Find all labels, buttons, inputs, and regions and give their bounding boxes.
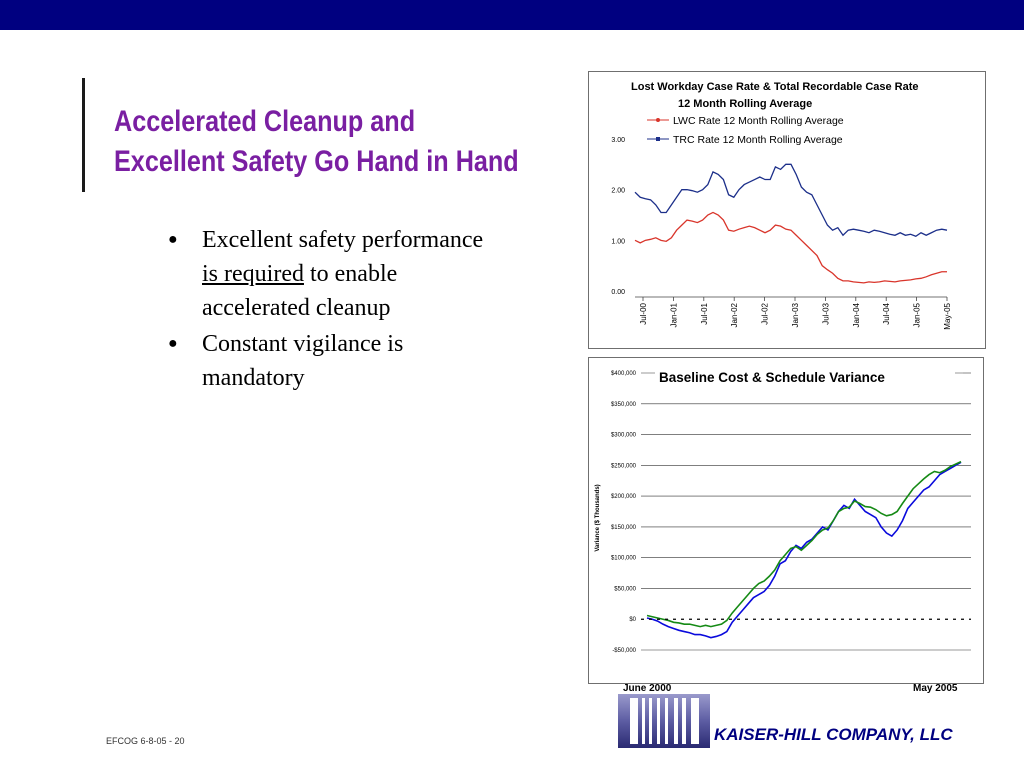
chart2-y-tick-label: $50,000 — [614, 586, 636, 593]
variance-end-label: May 2005 — [913, 683, 958, 694]
bullet-item-1 — [168, 223, 498, 325]
kaiser-hill-logo — [618, 694, 710, 748]
lwc-rate-line — [635, 212, 947, 282]
chart2-y-tick-label: $150,000 — [610, 524, 636, 531]
chart1-x-tick-label: Jan-01 — [669, 303, 679, 328]
chart1-title: Lost Workday Case Rate & Total Recordable Case Rate — [631, 81, 919, 93]
slide-title — [114, 102, 519, 182]
chart2-y-axis-label: Variance ($ Thousands) — [595, 484, 601, 552]
chart1-y-tick-label: 1.00 — [611, 238, 625, 246]
slide-footer-code: EFCOG 6-8-05 - 20 — [106, 736, 185, 746]
chart2-y-tick-label: $350,000 — [610, 401, 636, 408]
legend-label-lwc: LWC Rate 12 Month Rolling Average — [673, 115, 844, 127]
chart1-x-tick-label: Jan-05 — [912, 303, 922, 328]
chart1-y-tick-label: 0.00 — [611, 289, 625, 296]
chart1-y-tick-label: 3.00 — [611, 137, 625, 144]
chart2-y-tick-label: $250,000 — [610, 463, 636, 470]
chart1-x-tick-label: Jul-03 — [821, 303, 831, 325]
chart2-y-tick-label: $100,000 — [610, 555, 636, 562]
safety-rate-chart — [588, 71, 986, 349]
chart2-y-tick-label: $200,000 — [610, 494, 636, 501]
chart2-title: Baseline Cost & Schedule Variance — [659, 370, 885, 385]
bullet-marker: ● — [168, 335, 178, 352]
variance-line-green — [647, 462, 961, 627]
chart1-x-tick-label: Jul-02 — [760, 303, 770, 325]
chart1-subtitle: 12 Month Rolling Average — [678, 98, 813, 110]
bullet-item-2 — [168, 327, 498, 395]
bullet-marker: ● — [168, 231, 178, 248]
top-banner-bar — [0, 0, 1024, 30]
chart1-x-tick-label: Jan-03 — [791, 303, 800, 328]
variance-chart-svg — [589, 358, 983, 683]
title-accent-rule — [82, 78, 85, 192]
chart1-x-tick-label: Jan-02 — [730, 303, 740, 328]
variance-chart — [588, 357, 984, 684]
bullet-1-text-start: Excellent safety performance — [202, 227, 484, 253]
bullet-1-emphasis: is required — [202, 261, 304, 287]
bullet-2-text: Constant vigilance is mandatory — [202, 331, 404, 391]
slide-title-line-1: Accelerated Cleanup and — [114, 105, 416, 138]
chart2-y-tick-label: $300,000 — [610, 432, 636, 439]
chart2-y-tick-label: -$50,000 — [612, 648, 636, 654]
chart1-x-tick-label: Jul-04 — [882, 303, 892, 325]
bullet-1-text-end: to enable accelerated cleanup — [202, 261, 398, 321]
chart1-x-tick-label: May-05 — [943, 303, 952, 330]
legend-marker-trc — [656, 137, 660, 141]
chart2-y-tick-label: $0 — [629, 617, 636, 624]
chart1-x-tick-label: Jul-01 — [699, 303, 709, 325]
legend-label-trc: TRC Rate 12 Month Rolling Average — [673, 134, 843, 146]
bullet-list — [168, 223, 498, 397]
chart1-x-tick-label: Jul-00 — [639, 303, 648, 325]
company-name: KAISER-HILL COMPANY, LLC — [714, 725, 953, 744]
chart2-y-tick-label: $400,000 — [610, 371, 636, 377]
chart1-x-tick-label: Jan-04 — [851, 303, 861, 328]
variance-start-label: June 2000 — [623, 683, 672, 694]
slide-title-line-2: Excellent Safety Go Hand in Hand — [114, 145, 519, 178]
legend-marker-lwc — [656, 118, 660, 122]
safety-rate-chart-svg — [589, 72, 985, 348]
chart1-y-tick-label: 2.00 — [611, 187, 625, 195]
